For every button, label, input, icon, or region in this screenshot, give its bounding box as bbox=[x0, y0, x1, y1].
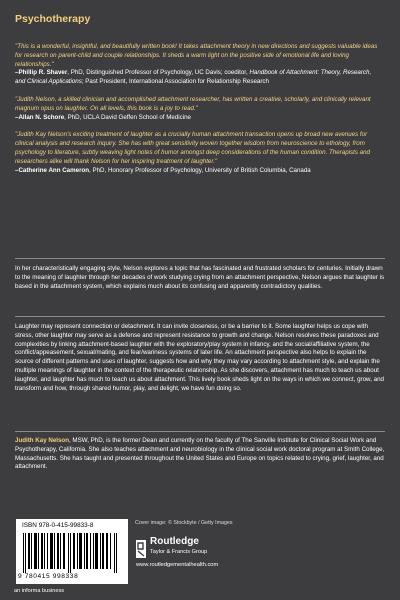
quote-credentials: , PhD, Distinguished Professor of Psychology, UC Davis; coeditor, bbox=[67, 69, 250, 77]
quote-text: "Judith Nelson, a skilled clinician and accomplished attachment researcher, has written a creative, scholarly, and clinically relevant magnum opus on laughter. On all levels, this book is a joy to read." bbox=[15, 95, 371, 112]
cover-credit: Cover image: © Stockbyte / Getty Images bbox=[135, 520, 233, 526]
quote-attribution bbox=[15, 69, 383, 87]
author-bio bbox=[15, 437, 385, 472]
divider bbox=[15, 258, 385, 259]
quote-book-title: Handbook of Attachment: Theory, Research, and Clinical Applications bbox=[15, 69, 372, 86]
description-2 bbox=[15, 323, 385, 393]
quote-author: –Allan N. Schore bbox=[15, 113, 65, 121]
author-name: Judith Kay Nelson bbox=[15, 437, 69, 444]
quote-credentials: , PhD, UCLA David Geffen School of Medicine bbox=[64, 113, 191, 121]
quote-author: –Catherine Ann Cameron bbox=[15, 166, 90, 174]
endorsement-1 bbox=[15, 43, 383, 87]
quote-credentials-end: ; Past President, International Association for Relationship Research bbox=[81, 78, 269, 86]
routledge-logo-icon bbox=[136, 540, 146, 558]
paragraph-2: Laughter may represent connection or detachment. It can invite closeness, or be a barrier to it. Some laughter helps us cope with stress, other laughter may serve as a defense and represent resistance to growth and change. Nelson resolves these paradoxes and complexities by linking attachment-based laughter with the exploratory/play system in infancy, and the social/affiliative system, the conflict/appeasement, sexual/mating, and fear/wariness systems of later life. An attachment perspective also helps to explain the source of different patterns and uses of laughter, suggests how and why they may vary according to attachment style, and explain the multiple meanings of laughter in the context of the therapeutic relationship. As she discovers, attachment has much to teach us about laughter, and laughter has much to teach us about attachment. This lively book sheds light on the ways in which we connect, grow, and transform and how, through shared humor, play, and delight, we have fun doing so. bbox=[15, 323, 384, 392]
description-1 bbox=[15, 265, 385, 299]
quote-author: –Phillip R. Shaver bbox=[15, 69, 68, 77]
divider bbox=[15, 316, 385, 317]
quote-text: "Judith Kay Nelson's exciting treatment of laughter as a crucially human attachment transaction opens up broad new avenues for clinical analysis and research inquiry. She has with great sensitivity woven together wisdom from neuroscience to ethology, from psychology to literature, subtly weaving light notes of humor amongst deep considerations of the human condition. Therapists and researchers alike will thank Nelson for her inspiring treatment of laughter." bbox=[15, 131, 370, 165]
category-label: Psychotherapy bbox=[15, 13, 91, 25]
endorsements bbox=[15, 43, 383, 184]
barcode-digits: 9 780415 998338 bbox=[18, 573, 79, 580]
author-bio-text: , MSW, PhD, is the former Dean and currently on the faculty of The Sanville Institute for Clinical Social Work and Psychotherapy, California. She also teaches attachment and neurobiology in the clinical social work doctoral program at Smith College, Massachusetts. She has taught and presented throughout the United States and Europe on topics related to crying, grief, laughter, and attachment. bbox=[15, 437, 385, 471]
barcode bbox=[16, 519, 128, 584]
publisher-name: Routledge bbox=[150, 536, 199, 547]
endorsement-3 bbox=[15, 131, 383, 175]
footer-tagline: an informa business bbox=[14, 588, 65, 594]
isbn-label: ISBN 978-0-415-99833-8 bbox=[22, 522, 94, 529]
barcode-bars bbox=[23, 533, 121, 573]
publisher-url: www.routledgementalhealth.com bbox=[136, 562, 219, 568]
quote-attribution bbox=[15, 114, 383, 123]
quote-credentials: , PhD, Honorary Professor of Psychology, University of British Columbia, Canada bbox=[89, 166, 311, 174]
quote-attribution bbox=[15, 167, 383, 176]
divider bbox=[15, 431, 385, 432]
paragraph-1: In her characteristically engaging style, Nelson explores a topic that has fascinated and frustrated scholars for centuries. Initially drawn to the meaning of laughter through her decades of work studying crying from an attachment perspective, Nelson argues that laughter is based in the attachment system, which explains much about its confusing and apparently contradictory qualities. bbox=[15, 265, 385, 290]
publisher-group: Taylor & Francis Group bbox=[150, 549, 208, 555]
endorsement-2 bbox=[15, 96, 383, 122]
quote-text: "This is a wonderful, insightful, and beautifully written book! It takes attachment theory in new directions and suggests valuable ideas for research on parent-child and couple relationships. It sheds a warm light on the positive side of emotional life and loving relationships." bbox=[15, 43, 378, 68]
